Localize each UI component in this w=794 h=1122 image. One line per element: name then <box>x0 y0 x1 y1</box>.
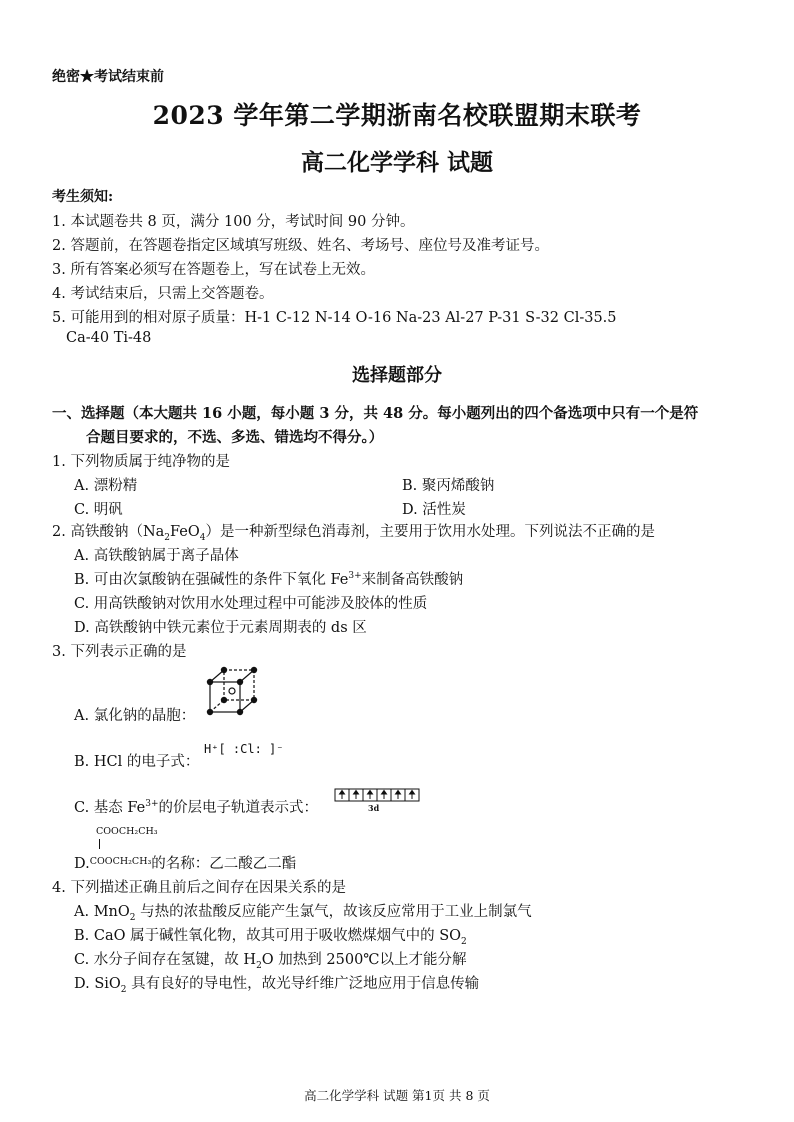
orbital-label: 3d <box>368 803 380 813</box>
section-title: 选择题部分 <box>352 365 442 386</box>
q4-option-c: C. 水分子间存在氢键，故 $H_2O$ 加热到 2500℃以上才能分解 <box>74 952 467 971</box>
notice-item-4: 4. 考试结束后，只需上交答题卷。 <box>52 286 274 302</box>
notice-heading: 考生须知: <box>52 189 114 205</box>
section-instructions-1: 一、选择题（本大题共 16 小题，每小题 3 分，共 48 分。每小题列出的四个备选项中只有一个是符 <box>52 405 699 422</box>
q3-option-b: B. HCl 的电子式： <box>74 754 200 770</box>
notice-item-2: 2. 答题前，在答题卷指定区域填写班级、姓名、考场号、座位号及准考证号。 <box>52 238 549 254</box>
notice-item-1: 1. 本试题卷共 8 页，满分 100 分，考试时间 90 分钟。 <box>52 214 415 230</box>
q2-option-d: D. 高铁酸钠中铁元素位于元素周期表的 ds 区 <box>74 620 367 636</box>
q1-option-a: A. 漂粉精 <box>74 478 138 494</box>
q4-option-a: A. MnO$_2$ 与热的浓盐酸反应能产生氯气，故该反应常用于工业上制氯气 <box>74 904 532 923</box>
hcl-electron-formula: H⁺[ :Cl: ]⁻ <box>204 742 284 756</box>
q3-option-c: C. 基态 $Fe^{3+}$的价层电子轨道表示式： <box>74 799 319 816</box>
q1-option-b: B. 聚丙烯酸钠 <box>402 478 495 494</box>
q2-option-b: B. 可由次氯酸钠在强碱性的条件下氧化 $Fe^{3+}$来制备高铁酸钠 <box>74 571 464 588</box>
notice-item-3: 3. 所有答案必须写在答题卷上，写在试卷上无效。 <box>52 262 375 278</box>
notice-item-5-cont: Ca-40 Ti-48 <box>66 330 152 346</box>
ester-bond-line <box>99 839 100 849</box>
confidential-label: 绝密★考试结束前 <box>52 69 164 85</box>
q2-option-c: C. 用高铁酸钠对饮用水处理过程中可能涉及胶体的性质 <box>74 596 428 612</box>
q1-option-d: D. 活性炭 <box>402 502 466 518</box>
section-instructions-2: 合题目要求的，不选、多选、错选均不得分。） <box>86 429 384 446</box>
q4-option-b: B. CaO 属于碱性氧化物，故其可用于吸收燃煤烟气中的 $SO_2$ <box>74 928 467 947</box>
notice-item-5: 5. 可能用到的相对原子质量：H-1 C-12 N-14 O-16 Na-23 Al-27 P-31 S-32 Cl-35.5 <box>52 310 617 326</box>
exam-subtitle: 高二化学学科 试题 <box>300 149 493 176</box>
q3-option-d: D.$^{COOCH_2CH_3}$的名称：乙二酸乙二酯 <box>74 856 297 872</box>
exam-title: 2023 学年第二学期浙南名校联盟期末联考 <box>152 101 642 130</box>
q3-option-a: A. 氯化钠的晶胞： <box>74 708 196 724</box>
q2-stem: 2. 高铁酸钠$(Na_2FeO_4)$是一种新型绿色消毒剂，主要用于饮用水处理。下列说法不正确的是 <box>52 524 655 543</box>
q3-stem: 3. 下列表示正确的是 <box>52 644 187 660</box>
page-footer: 高二化学学科 试题 第1页 共 8 页 <box>304 1088 490 1103</box>
q4-option-d: D. SiO$_2$ 具有良好的导电性，故光导纤维广泛地应用于信息传输 <box>74 976 480 995</box>
q4-stem: 4. 下列描述正确且前后之间存在因果关系的是 <box>52 880 346 896</box>
q1-option-c: C. 明矾 <box>74 502 123 518</box>
q1-stem: 1. 下列物质属于纯净物的是 <box>52 454 230 470</box>
q2-option-a: A. 高铁酸钠属于离子晶体 <box>74 548 239 564</box>
nacl-unit-cell-icon <box>204 664 264 720</box>
ester-structure-top: COOCH₂CH₃ <box>96 826 158 837</box>
